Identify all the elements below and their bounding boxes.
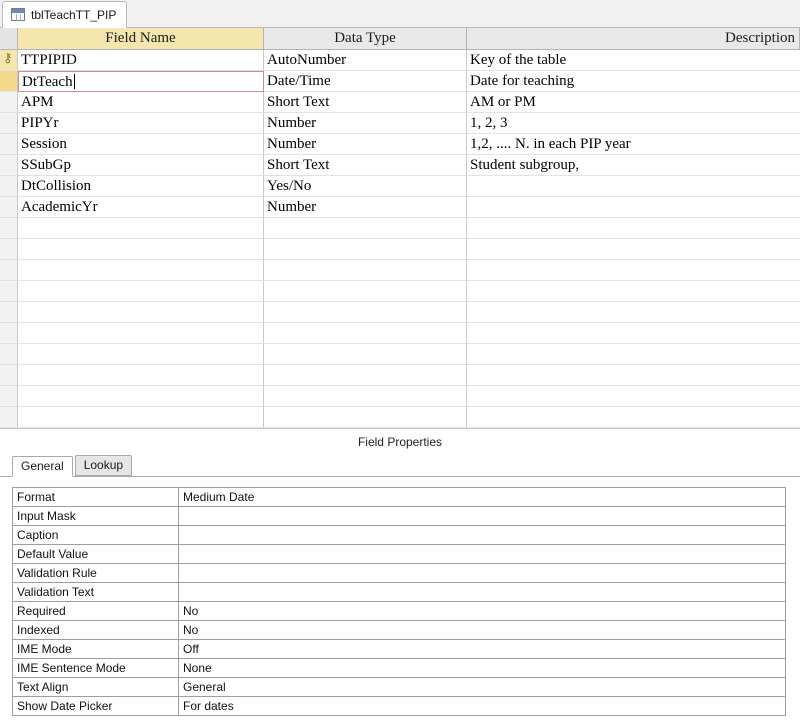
property-row [13, 526, 785, 545]
row-selector[interactable] [0, 386, 18, 407]
cell-description[interactable] [467, 386, 800, 407]
cell-data-type[interactable] [264, 281, 467, 302]
cell-data-type[interactable] [264, 323, 467, 344]
cell-description[interactable]: AM or PM [467, 92, 800, 113]
cell-field-name[interactable] [18, 407, 264, 428]
column-header-data-type[interactable]: Data Type [264, 28, 467, 50]
cell-field-name[interactable] [18, 365, 264, 386]
column-header-description[interactable]: Description [467, 28, 800, 50]
property-value-input[interactable] [179, 545, 785, 563]
text-caret [74, 74, 75, 89]
cell-description[interactable]: Student subgroup, [467, 155, 800, 176]
cell-description[interactable] [467, 197, 800, 218]
cell-data-type[interactable] [264, 386, 467, 407]
property-label: IME Mode [13, 640, 179, 658]
cell-field-name[interactable] [18, 218, 264, 239]
table-row[interactable] [0, 302, 800, 323]
row-selector-header [0, 28, 18, 50]
property-label: Validation Text [13, 583, 179, 601]
property-row [13, 697, 785, 716]
property-label: Caption [13, 526, 179, 544]
row-selector[interactable] [0, 92, 18, 113]
property-value-input[interactable]: Medium Date [183, 490, 255, 504]
row-selector[interactable] [0, 176, 18, 197]
property-label: Default Value [13, 545, 179, 563]
property-value-input[interactable] [179, 564, 785, 582]
cell-field-name[interactable] [18, 281, 264, 302]
document-tab-tblteachtt-pip[interactable] [2, 1, 127, 28]
field-properties-tabs [0, 455, 800, 477]
property-row [13, 640, 785, 659]
table-row[interactable] [0, 323, 800, 344]
column-header-field-name[interactable]: Field Name [18, 28, 264, 50]
property-label: Indexed [13, 621, 179, 639]
cell-data-type[interactable] [264, 365, 467, 386]
cell-field-name[interactable]: TTPIPID [18, 50, 264, 71]
document-tab-strip [0, 0, 800, 28]
cell-description[interactable]: 1, 2, 3 [467, 113, 800, 134]
property-value-input[interactable] [179, 507, 785, 525]
cell-description[interactable]: 1,2, .... N. in each PIP year [467, 134, 800, 155]
table-icon [11, 8, 25, 21]
table-design-grid[interactable] [0, 28, 800, 429]
row-selector[interactable] [0, 323, 18, 344]
cell-data-type[interactable] [264, 239, 467, 260]
document-tab-label: tblTeachTT_PIP [31, 7, 117, 22]
cell-data-type[interactable]: Number [264, 197, 467, 218]
table-row[interactable] [0, 113, 800, 134]
cell-field-name[interactable]: DtCollision [18, 176, 264, 197]
cell-description[interactable] [467, 365, 800, 386]
property-row [13, 507, 785, 526]
row-selector[interactable] [0, 344, 18, 365]
cell-field-name[interactable] [18, 239, 264, 260]
property-value-input[interactable] [179, 526, 785, 544]
row-selector-primary-key[interactable] [0, 50, 18, 71]
cell-data-type[interactable] [264, 218, 467, 239]
cell-data-type[interactable] [264, 302, 467, 323]
row-selector[interactable] [0, 113, 18, 134]
property-row [13, 659, 785, 678]
property-row [13, 545, 785, 564]
grid-header-row [0, 28, 800, 50]
table-row[interactable] [0, 50, 800, 71]
property-value-input[interactable]: None [183, 661, 212, 675]
field-properties-caption: Field Properties [0, 429, 800, 455]
grid-body [0, 50, 800, 428]
table-row[interactable] [0, 407, 800, 428]
property-label: Required [13, 602, 179, 620]
field-properties-tab-general[interactable]: General [12, 456, 73, 477]
cell-description[interactable]: Key of the table [467, 50, 800, 71]
property-label: Show Date Picker [13, 697, 179, 715]
property-value-input[interactable]: Off [183, 642, 199, 656]
cell-field-name[interactable] [18, 302, 264, 323]
property-value-input[interactable]: No [183, 604, 199, 618]
cell-field-name[interactable]: AcademicYr [18, 197, 264, 218]
row-selector[interactable] [0, 302, 18, 323]
table-row[interactable] [0, 176, 800, 197]
table-row[interactable] [0, 365, 800, 386]
property-label: Format [13, 488, 179, 506]
cell-description[interactable] [467, 281, 800, 302]
property-value-input[interactable]: No [183, 623, 199, 637]
property-row [13, 621, 785, 640]
table-row[interactable] [0, 344, 800, 365]
row-selector[interactable] [0, 239, 18, 260]
cell-description[interactable] [467, 407, 800, 428]
property-label: IME Sentence Mode [13, 659, 179, 677]
cell-description[interactable] [467, 302, 800, 323]
cell-data-type[interactable] [264, 260, 467, 281]
cell-description[interactable] [467, 323, 800, 344]
row-selector[interactable] [0, 71, 18, 92]
cell-data-type[interactable]: Short Text [264, 155, 467, 176]
property-row [13, 564, 785, 583]
cell-field-name[interactable]: DtTeach [18, 71, 264, 92]
row-selector[interactable] [0, 260, 18, 281]
cell-field-name[interactable] [18, 323, 264, 344]
cell-description[interactable]: Date for teaching [467, 71, 800, 92]
table-row[interactable] [0, 71, 800, 92]
cell-data-type[interactable]: Short Text [264, 92, 467, 113]
cell-data-type[interactable]: AutoNumber [264, 50, 467, 71]
cell-field-name[interactable]: Session [18, 134, 264, 155]
table-row[interactable] [0, 386, 800, 407]
cell-description[interactable] [467, 218, 800, 239]
cell-data-type[interactable] [264, 344, 467, 365]
cell-data-type[interactable] [264, 407, 467, 428]
status-bar [0, 718, 800, 726]
table-row[interactable] [0, 260, 800, 281]
cell-data-type[interactable]: Yes/No [264, 176, 467, 197]
property-value-input[interactable]: General [183, 680, 226, 694]
row-selector[interactable] [0, 155, 18, 176]
cell-data-type[interactable]: Date/Time [264, 71, 467, 92]
cell-field-name[interactable] [18, 386, 264, 407]
row-selector[interactable] [0, 197, 18, 218]
table-row[interactable] [0, 218, 800, 239]
property-row [13, 602, 785, 621]
property-label: Input Mask [13, 507, 179, 525]
cell-field-name[interactable] [18, 344, 264, 365]
property-row [13, 678, 785, 697]
field-properties-tab-lookup[interactable]: Lookup [75, 455, 132, 476]
field-properties-table[interactable] [12, 487, 786, 716]
row-selector[interactable] [0, 281, 18, 302]
cell-field-name[interactable]: APM [18, 92, 264, 113]
table-row[interactable] [0, 239, 800, 260]
table-row[interactable] [0, 92, 800, 113]
cell-data-type[interactable]: Number [264, 113, 467, 134]
cell-description[interactable] [467, 344, 800, 365]
cell-description[interactable] [467, 260, 800, 281]
row-selector[interactable] [0, 407, 18, 428]
cell-field-name[interactable]: SSubGp [18, 155, 264, 176]
table-row[interactable] [0, 197, 800, 218]
row-selector[interactable] [0, 218, 18, 239]
property-value-input[interactable]: For dates [183, 699, 234, 713]
property-value-input[interactable] [179, 583, 785, 601]
cell-description[interactable] [467, 239, 800, 260]
row-selector[interactable] [0, 134, 18, 155]
key-icon: ⚷ [3, 51, 13, 66]
cell-description[interactable] [467, 176, 800, 197]
table-row[interactable] [0, 134, 800, 155]
cell-data-type[interactable]: Number [264, 134, 467, 155]
table-row[interactable] [0, 155, 800, 176]
property-row [13, 488, 785, 507]
cell-field-name[interactable]: PIPYr [18, 113, 264, 134]
property-row [13, 583, 785, 602]
cell-field-name[interactable] [18, 260, 264, 281]
property-label: Text Align [13, 678, 179, 696]
property-label: Validation Rule [13, 564, 179, 582]
table-row[interactable] [0, 281, 800, 302]
row-selector[interactable] [0, 365, 18, 386]
